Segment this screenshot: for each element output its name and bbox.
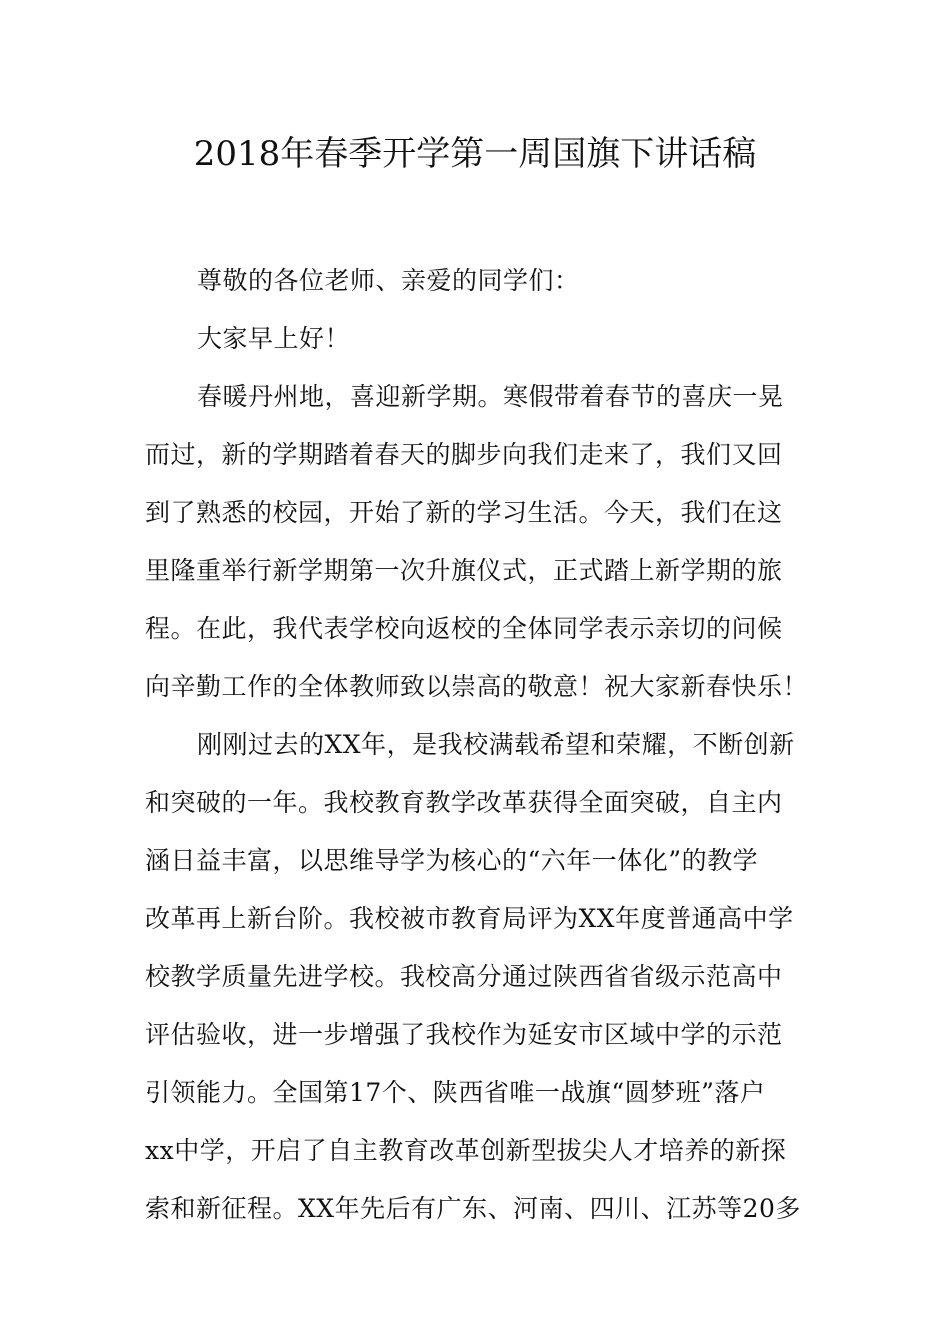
body-line: 刚刚过去的XX年，是我校满载希望和荣耀，不断创新	[197, 730, 795, 759]
body-line: 大家早上好！	[197, 324, 351, 353]
body-line: 评估验收，进一步增强了我校作为延安市区域中学的示范	[145, 1020, 783, 1049]
body-line: 尊敬的各位老师、亲爱的同学们：	[197, 266, 580, 295]
body-line: 程。在此，我代表学校向返校的全体同学表示亲切的问候	[145, 614, 783, 643]
body-line: 索和新征程。XX年先后有广东、河南、四川、江苏等20多	[145, 1194, 801, 1223]
body-line: 而过，新的学期踏着春天的脚步向我们走来了，我们又回	[145, 440, 783, 469]
body-line: 校教学质量先进学校。我校高分通过陕西省省级示范高中	[145, 962, 783, 991]
body-line: 里隆重举行新学期第一次升旗仪式，正式踏上新学期的旅	[145, 556, 783, 585]
body-line: 春暖丹州地，喜迎新学期。寒假带着春节的喜庆一晃	[197, 382, 784, 411]
body-line: 引领能力。全国第17个、陕西省唯一战旗“圆梦班”落户	[145, 1078, 766, 1107]
body-line: 到了熟悉的校园，开始了新的学习生活。今天，我们在这	[145, 498, 783, 527]
body-line: 和突破的一年。我校教育教学改革获得全面突破，自主内	[145, 788, 783, 817]
document-body	[145, 252, 810, 1238]
body-line: 改革再上新台阶。我校被市教育局评为XX年度普通高中学	[145, 904, 794, 933]
body-line: xx中学，开启了自主教育改革创新型拔尖人才培养的新探	[145, 1136, 787, 1165]
document-title: 2018年春季开学第一周国旗下讲话稿	[193, 134, 757, 174]
body-line: 向辛勤工作的全体教师致以崇高的敬意！祝大家新春快乐！	[145, 672, 809, 701]
body-line: 涵日益丰富，以思维导学为核心的“六年一体化”的教学	[145, 846, 759, 875]
